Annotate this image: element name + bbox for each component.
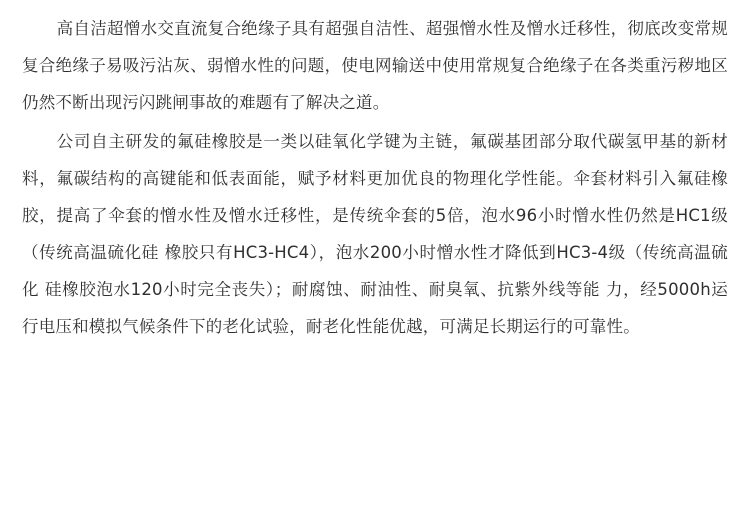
paragraph-2: 公司自主研发的氟硅橡胶是一类以硅氧化学键为主链，氟碳基团部分取代碳氢甲基的新材料，氟碳结构的高键能和低表面能，赋予材料更加优良的物理化学性能。伞套材料引入氟硅橡胶，提高了伞套的憎水性及憎水迁移性，是传统伞套的5倍，泡水96小时憎水性仍然是HC1级（传统高温硫化硅 橡胶只有HC3-HC4），泡水200小时憎水性才降低到HC3-4级（传统高温硫化 硅橡胶泡水120小时完全丧失）；耐腐蚀、耐油性、耐臭氧、抗紫外线等能 力，经5000h运行电压和模拟气候条件下的老化试验，耐老化性能优越，可满足长期运行的可靠性。 — [22, 132, 728, 336]
paragraph-1: 高自洁超憎水交直流复合绝缘子具有超强自洁性、超强憎水性及憎水迁移性，彻底改变常规复合绝缘子易吸污沾灰、弱憎水性的问题，使电网输送中使用常规复合绝缘子在各类重污秽地区仍然不断出现污闪跳闸事故的难题有了解决之道。 — [22, 19, 728, 112]
